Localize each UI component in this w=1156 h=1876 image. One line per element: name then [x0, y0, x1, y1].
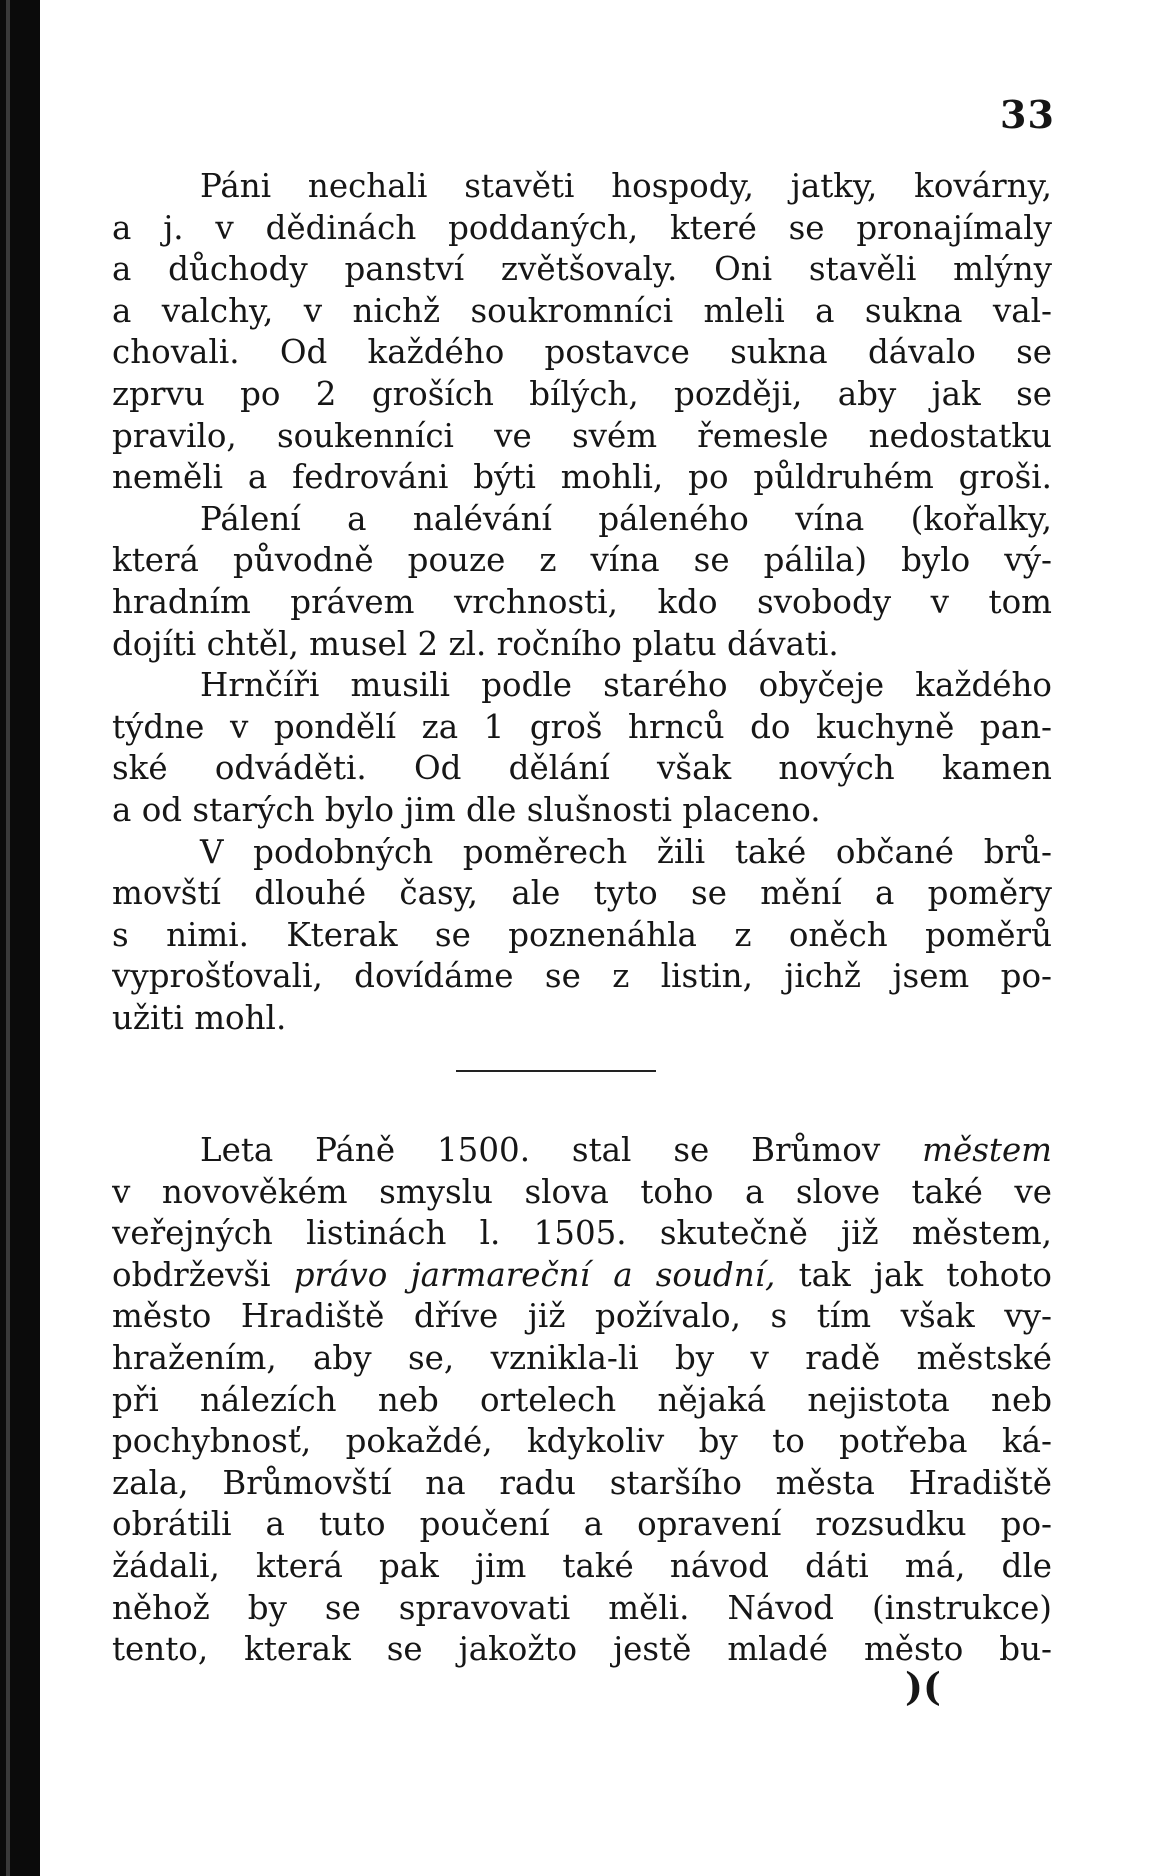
text-line: hradním právem vrchnosti, kdo svobody v tom	[112, 582, 1052, 621]
text-run: obdrževši	[112, 1255, 271, 1294]
text-line	[112, 1130, 1052, 1172]
paragraph-bottom	[112, 1130, 1052, 1671]
text-run: Leta Páně 1500. stal se Brůmov	[200, 1131, 881, 1169]
text-line: pravilo, soukenníci ve svém řemesle nedostatku	[112, 416, 1052, 455]
paragraph-bottom-rest	[112, 1296, 1052, 1670]
text-line: neměli a fedrováni býti mohli, po půldruhém groši.	[112, 458, 1052, 497]
text-line: chovali. Od každého postavce sukna dávalo se	[112, 333, 1052, 372]
text-line: a valchy, v nichž soukromníci mleli a sukna val-	[112, 291, 1052, 330]
text-line: vyprošťovali, dovídáme se z listin, jichž jsem po-	[112, 957, 1052, 996]
text-line	[112, 1255, 1052, 1297]
book-page	[40, 0, 1156, 1876]
text-line: týdne v pondělí za 1 groš hrnců do kuchyně pan-	[112, 707, 1052, 746]
text-line: obrátili a tuto poučení a opravení rozsudku po-	[112, 1505, 1052, 1544]
text-line: ské odváděti. Od dělání však nových kamen	[112, 749, 1052, 788]
text-line: Pálení a nalévání páleného vína (kořalky,	[200, 499, 1052, 538]
italic-run: právo jarmareční a soudní,	[293, 1255, 776, 1294]
text-line: veřejných listinách l. 1505. skutečně již městem,	[112, 1214, 1052, 1253]
text-line: V podobných poměrech žili také občané brů-	[200, 832, 1052, 871]
text-line: Hrnčíři musili podle starého obyčeje každého	[200, 666, 1052, 705]
text-line: dojíti chtěl, musel 2 zl. ročního platu dávati.	[112, 624, 839, 663]
text-line: užiti mohl.	[112, 998, 287, 1037]
text-run: tak jak tohoto	[798, 1255, 1052, 1294]
text-line: pochybnosť, pokaždé, kdykoliv by to potřeba ká-	[112, 1422, 1052, 1461]
text-line: zala, Brůmovští na radu staršího města Hradiště	[112, 1463, 1052, 1502]
text-line: a důchody panství zvětšovaly. Oni stavěli mlýny	[112, 250, 1052, 289]
text-line: město Hradiště dříve již požívalo, s tím však vy-	[112, 1297, 1052, 1336]
page-number: 33	[1000, 92, 1055, 137]
text-line: movští dlouhé časy, ale tyto se mění a poměry	[112, 874, 1052, 913]
text-line: v novověkém smyslu slova toho a slove také ve	[112, 1172, 1052, 1211]
text-line: něhož by se spravovati měli. Návod (instrukce)	[112, 1588, 1052, 1627]
signature-mark: )(	[905, 1664, 941, 1709]
italic-run: městem	[922, 1131, 1052, 1169]
text-line: při nálezích neb ortelech nějaká nejistota neb	[112, 1380, 1052, 1419]
text-line: žádali, která pak jim také návod dáti má, dle	[112, 1546, 1052, 1585]
text-line: tento, kterak se jakožto jestě mladé město bu-	[112, 1630, 1052, 1669]
text-line: hražením, aby se, vznikla-li by v radě městské	[112, 1338, 1052, 1377]
section-divider	[456, 1070, 656, 1072]
scan-edge-highlight	[6, 0, 10, 1876]
text-line: s nimi. Kterak se poznenáhla z oněch poměrů	[112, 915, 1052, 954]
text-line: a j. v dědinách poddaných, které se pronajímaly	[112, 208, 1052, 247]
text-line: která původně pouze z vína se pálila) bylo vý-	[112, 541, 1052, 580]
text-line: zprvu po 2 groších bílých, později, aby jak se	[112, 374, 1052, 413]
text-line: a od starých bylo jim dle slušnosti placeno.	[112, 790, 821, 829]
text-line: Páni nechali stavěti hospody, jatky, kovárny,	[200, 167, 1052, 205]
paragraphs-top	[112, 166, 1052, 1039]
